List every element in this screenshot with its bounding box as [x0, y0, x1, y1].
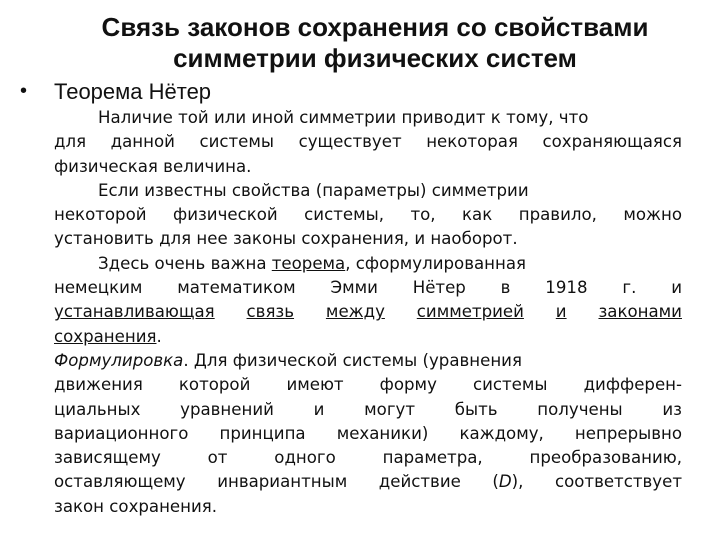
- body-text-fragment: . Для физической системы (уравнения: [183, 350, 522, 370]
- title-line-2: симметрии физических систем: [173, 43, 577, 73]
- body-text-fragment: , сформулированная: [345, 253, 526, 273]
- action-symbol: D: [498, 472, 512, 492]
- link-word[interactable]: законами: [598, 302, 682, 322]
- bullet-dot-icon: •: [20, 80, 28, 102]
- link-word[interactable]: и: [555, 302, 567, 322]
- body-line: Если известны свойства (параметры) симметрии: [98, 180, 529, 200]
- formulation-label: Формулировка: [54, 350, 184, 370]
- body-line: некоторой физической системы, то, как правило, можно: [54, 205, 682, 225]
- theorem-link[interactable]: теорема: [271, 253, 346, 273]
- link-word[interactable]: связь: [246, 302, 295, 322]
- link-word[interactable]: сохранения: [54, 326, 157, 346]
- body-line: физическая величина.: [54, 156, 252, 176]
- body-text-fragment: .: [156, 326, 162, 346]
- body-text-fragment: оставляющему инвариантным действие (: [54, 472, 499, 492]
- bullet-heading: Теорема Нётер: [54, 79, 212, 104]
- body-line: движения которой имеют форму системы дифферен-: [54, 375, 682, 395]
- slide-title: [40, 12, 710, 74]
- body-line: немецким математиком Эмми Нётер в 1918 г. и: [54, 278, 682, 298]
- body-text-fragment: ), соответствует: [511, 472, 682, 492]
- link-word[interactable]: симметрией: [416, 302, 524, 322]
- body-line: вариационного принципа механики) каждому, непрерывно: [54, 423, 682, 443]
- body-line: [54, 349, 682, 373]
- link-word[interactable]: между: [325, 302, 385, 322]
- body-line: циальных уравнений и могут быть получены из: [54, 399, 682, 419]
- body-line: закон сохранения.: [54, 496, 218, 516]
- body-line: зависящему от одного параметра, преобразованию,: [54, 448, 682, 468]
- link-word[interactable]: устанавливающая: [54, 302, 215, 322]
- bullet-item: [20, 78, 700, 108]
- body-line: [54, 252, 682, 276]
- title-line-1: Связь законов сохранения со свойствами: [101, 12, 649, 42]
- body-text-fragment: Здесь очень важна: [98, 253, 272, 273]
- body-line-linked: [54, 300, 682, 324]
- body-text: [54, 106, 682, 519]
- body-line: установить для нее законы сохранения, и наоборот.: [54, 229, 518, 249]
- body-line: [54, 325, 682, 349]
- body-line: [54, 470, 682, 494]
- body-line: Наличие той или иной симметрии приводит к тому, что: [98, 108, 589, 127]
- body-line: для данной системы существует некоторая сохраняющаяся: [54, 132, 682, 152]
